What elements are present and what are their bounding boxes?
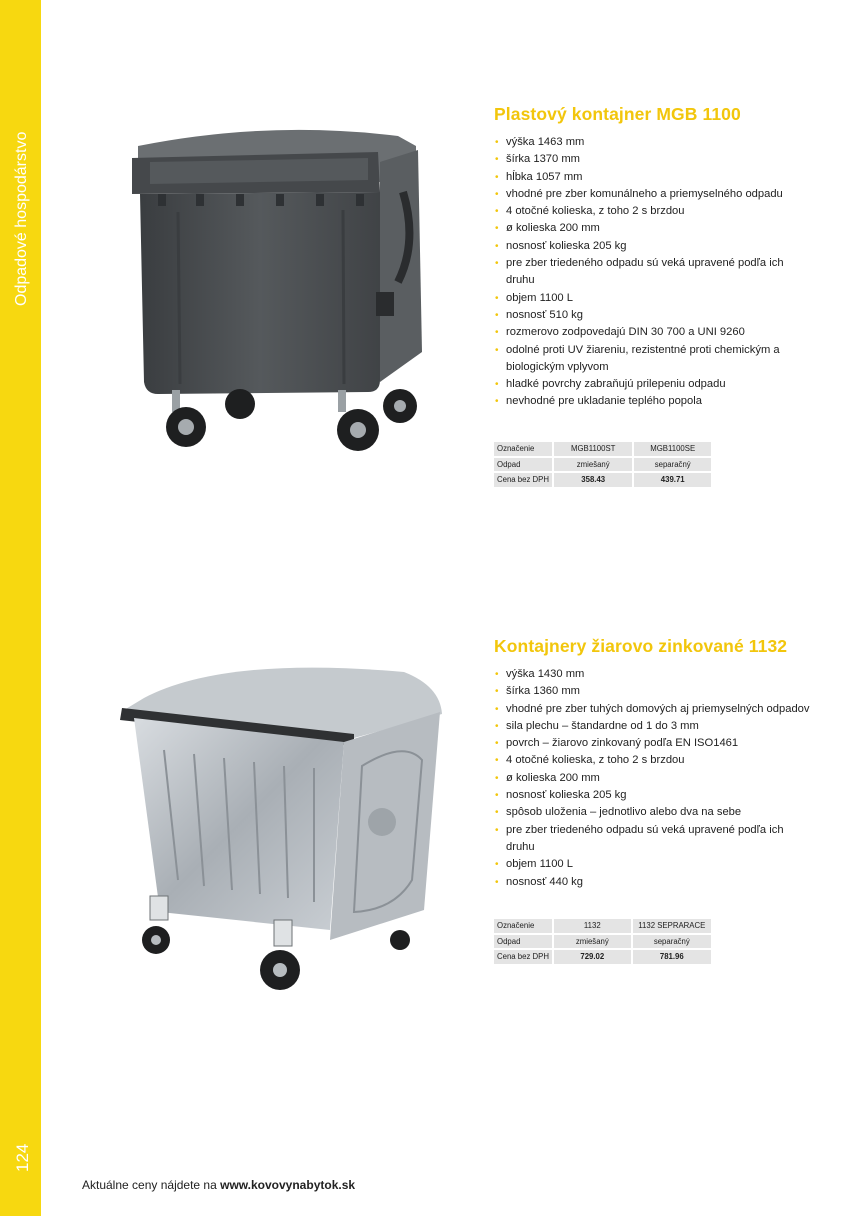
product-mgb1100 <box>494 104 834 411</box>
spec-item: • pre zber triedeného odpadu sú veká upravené podľa ich druhu <box>494 822 794 857</box>
table-cell: Označenie <box>494 919 554 933</box>
spec-item: • vhodné pre zber komunálneho a priemyselného odpadu <box>494 186 834 203</box>
price-cell: 781.96 <box>631 950 711 964</box>
spec-item: • výška 1463 mm <box>494 134 834 151</box>
spec-item: • povrch – žiarovo zinkovaný podľa EN ISO1461 <box>494 735 834 752</box>
spec-item: • objem 1100 L <box>494 290 834 307</box>
spec-item: • vhodné pre zber tuhých domových aj priemyselných odpadov <box>494 701 834 718</box>
table-cell: zmiešaný <box>554 458 632 472</box>
table-row <box>494 935 711 949</box>
spec-item: • sila plechu – štandardne od 1 do 3 mm <box>494 718 834 735</box>
spec-item: • 4 otočné kolieska, z toho 2 s brzdou <box>494 203 834 220</box>
page-number: 124 <box>13 1143 32 1172</box>
section-title: Odpadové hospodárstvo <box>13 131 30 306</box>
spec-item: • hĺbka 1057 mm <box>494 169 834 186</box>
table-cell: Odpad <box>494 935 554 949</box>
table-cell: Cena bez DPH <box>494 473 554 487</box>
spec-item: • výška 1430 mm <box>494 666 834 683</box>
spec-item: • 4 otočné kolieska, z toho 2 s brzdou <box>494 752 834 769</box>
table-cell: 1132 SEPRARACE <box>631 919 711 933</box>
spec-item: • objem 1100 L <box>494 856 834 873</box>
table-row <box>494 950 711 964</box>
product-1132 <box>494 636 834 891</box>
spec-item: • ø kolieska 200 mm <box>494 770 834 787</box>
table-cell: MGB1100SE <box>632 442 711 456</box>
price-table-mgb1100 <box>494 440 711 489</box>
table-cell: MGB1100ST <box>554 442 632 456</box>
galvanized-container-image <box>104 650 454 1002</box>
spec-item: • nevhodné pre ukladanie teplého popola <box>494 393 834 410</box>
spec-item: • šírka 1360 mm <box>494 683 834 700</box>
product-title: Kontajnery žiarovo zinkované 1132 <box>494 636 788 656</box>
spec-item: • hladké povrchy zabraňujú prilepeniu odpadu <box>494 376 834 393</box>
table-cell: Cena bez DPH <box>494 950 554 964</box>
spec-list <box>494 134 834 411</box>
footer <box>82 1178 355 1192</box>
table-row <box>494 442 711 456</box>
spec-item: • rozmerovo zodpovedajú DIN 30 700 a UNI 9260 <box>494 324 834 341</box>
spec-list <box>494 666 834 891</box>
table-cell: Odpad <box>494 458 554 472</box>
product-title: Plastový kontajner MGB 1100 <box>494 104 741 124</box>
price-cell: 358.43 <box>554 473 632 487</box>
spec-item: • pre zber triedeného odpadu sú veká upravené podľa ich druhu <box>494 255 794 290</box>
spec-item: • nosnosť 440 kg <box>494 874 834 891</box>
table-cell: zmiešaný <box>554 935 631 949</box>
table-cell: separačný <box>631 935 711 949</box>
plastic-container-image <box>118 122 436 467</box>
footer-text: Aktuálne ceny nájdete na <box>82 1178 221 1192</box>
price-cell: 729.02 <box>554 950 631 964</box>
spec-item: • nosnosť 510 kg <box>494 307 834 324</box>
table-cell: Označenie <box>494 442 554 456</box>
spec-item: • ø kolieska 200 mm <box>494 220 834 237</box>
website-link[interactable]: www.kovovynabytok.sk <box>220 1178 356 1192</box>
spec-item: • odolné proti UV žiareniu, rezistentné proti chemickým a biologickým vplyvom <box>494 342 794 377</box>
table-cell: 1132 <box>554 919 631 933</box>
table-row <box>494 458 711 472</box>
table-row <box>494 473 711 487</box>
spec-item: • nosnosť kolieska 205 kg <box>494 787 834 804</box>
table-cell: separačný <box>632 458 711 472</box>
spec-item: • spôsob uloženia – jednotlivo alebo dva na sebe <box>494 804 834 821</box>
table-row <box>494 919 711 933</box>
price-table-1132 <box>494 917 711 966</box>
spec-item: • nosnosť kolieska 205 kg <box>494 238 834 255</box>
spec-item: • šírka 1370 mm <box>494 151 834 168</box>
price-cell: 439.71 <box>632 473 711 487</box>
